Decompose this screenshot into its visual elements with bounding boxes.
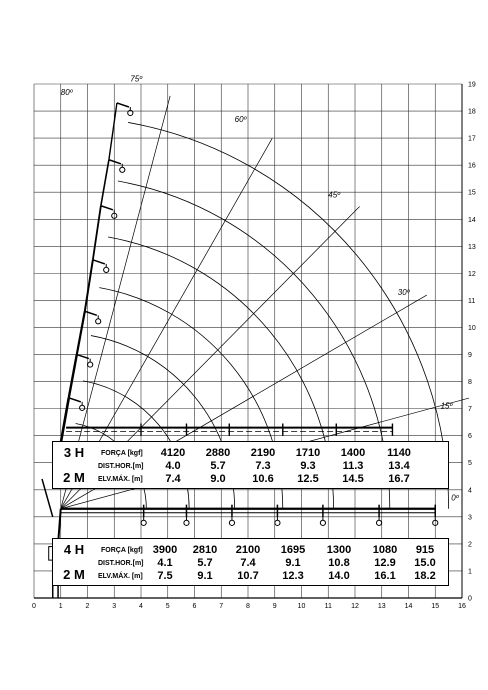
y-tick-label: 17 [468, 135, 476, 143]
elevation-value: 10.6 [252, 473, 274, 485]
distance-value: 15.0 [414, 557, 436, 569]
hook [80, 405, 85, 410]
angle-label: 75º [130, 74, 143, 84]
angle-label: 80º [60, 87, 73, 97]
force-label: FORÇA [kgf] [101, 547, 143, 554]
force-value: 1695 [280, 544, 306, 556]
boom-section [101, 160, 109, 206]
elevation-value: 14.0 [328, 570, 350, 582]
y-tick-label: 19 [468, 81, 476, 89]
distance-value: 5.7 [197, 557, 213, 569]
elevation-value: 7.4 [165, 473, 181, 485]
distance-row [53, 460, 448, 473]
x-tick-label: 8 [246, 603, 250, 610]
y-tick-label: 2 [468, 541, 472, 549]
distance-value: 11.3 [342, 460, 364, 472]
angle-label: 45º [328, 190, 341, 200]
force-row [53, 447, 448, 460]
distance-value: 9.1 [285, 557, 301, 569]
x-tick-label: 15 [431, 603, 440, 610]
y-tick-label: 10 [468, 324, 476, 332]
x-tick-label: 5 [165, 603, 170, 610]
elevation-value: 14.5 [342, 473, 364, 485]
elevation-row [53, 473, 448, 486]
boom-section [69, 355, 77, 398]
angle-label: 30º [397, 288, 410, 298]
hook [120, 167, 125, 172]
force-value: 1710 [295, 447, 321, 459]
y-tick-label: 15 [468, 189, 476, 197]
force-value: 915 [415, 544, 435, 556]
hook [96, 319, 101, 324]
y-tick-label: 7 [468, 406, 472, 414]
elevation-value: 9.1 [197, 570, 213, 582]
y-tick-label: 1 [468, 568, 472, 576]
distance-value: 4.1 [157, 557, 173, 569]
elevation-value: 16.7 [388, 473, 410, 485]
config-label-bottom: 2 M [63, 567, 85, 582]
boom-head [77, 355, 89, 359]
elevation-value: 18.2 [414, 570, 436, 582]
elevation-value: 9.0 [210, 473, 226, 485]
x-tick-label: 2 [85, 603, 90, 610]
distance-value: 9.3 [300, 460, 316, 472]
load-table-upper [52, 441, 449, 489]
angle-label: 60º [234, 114, 247, 124]
force-value: 4120 [160, 447, 186, 459]
force-value: 2190 [250, 447, 276, 459]
y-tick-label: 16 [468, 162, 476, 170]
force-value: 1080 [372, 544, 398, 556]
distance-row [53, 557, 448, 570]
force-value: 2810 [192, 544, 218, 556]
x-tick-label: 3 [112, 603, 117, 610]
boom-section [93, 206, 101, 260]
distance-value: 12.9 [374, 557, 396, 569]
distance-value: 7.4 [240, 557, 256, 569]
boom-head [117, 103, 129, 107]
force-row [53, 544, 448, 557]
x-tick-label: 13 [377, 603, 386, 610]
distance-label: DIST.HOR.[m] [98, 560, 144, 567]
config-label-top: 3 H [63, 445, 85, 460]
y-tick-label: 13 [468, 243, 476, 251]
elevation-value: 12.3 [282, 570, 304, 582]
force-value: 2880 [205, 447, 231, 459]
elevation-value: 12.5 [297, 473, 319, 485]
elevation-value: 7.5 [157, 570, 173, 582]
x-tick-label: 16 [458, 603, 466, 610]
x-tick-label: 9 [272, 603, 277, 610]
x-tick-label: 14 [404, 603, 413, 610]
y-tick-label: 8 [468, 379, 472, 387]
boom-section [109, 103, 117, 160]
y-tick-label: 5 [468, 460, 472, 468]
elevation-row [53, 570, 448, 583]
y-tick-label: 4 [468, 487, 472, 495]
boom-section [85, 260, 93, 311]
load-table-lower [52, 538, 449, 586]
elevation-value: 10.7 [237, 570, 259, 582]
boom-section [77, 311, 85, 354]
distance-value: 4.0 [165, 460, 181, 472]
boom-head [85, 311, 97, 315]
force-value: 2100 [235, 544, 261, 556]
angle-label: 0º [451, 493, 459, 503]
hook [275, 520, 280, 525]
force-value: 3900 [152, 544, 178, 556]
y-tick-label: 0 [468, 595, 472, 603]
elevation-label: ELV.MÁX. [m] [98, 476, 143, 483]
x-tick-label: 10 [297, 603, 306, 610]
distance-value: 10.8 [328, 557, 350, 569]
x-tick-label: 0 [32, 603, 36, 610]
angle-label: 15º [440, 401, 453, 411]
y-tick-label: 11 [468, 297, 476, 305]
force-value: 1300 [326, 544, 352, 556]
hook [141, 520, 146, 525]
hook [320, 520, 325, 525]
elevation-value: 16.1 [374, 570, 396, 582]
y-tick-label: 18 [468, 108, 476, 116]
distance-label: DIST.HOR.[m] [98, 463, 144, 470]
distance-value: 13.4 [388, 460, 410, 472]
force-label: FORÇA [kgf] [101, 450, 143, 457]
config-label-bottom: 2 M [63, 470, 85, 485]
x-tick-label: 4 [139, 603, 143, 610]
elevation-label: ELV.MÁX. [m] [98, 573, 143, 580]
y-tick-label: 6 [468, 433, 472, 441]
hook [88, 362, 93, 367]
x-tick-label: 7 [219, 603, 224, 610]
y-tick-label: 9 [468, 352, 472, 360]
config-label-top: 4 H [63, 542, 85, 557]
force-value: 1140 [387, 447, 411, 459]
boom-head [101, 206, 113, 210]
boom-head [109, 160, 121, 164]
distance-value: 5.7 [210, 460, 226, 472]
hook [229, 520, 234, 525]
y-tick-label: 12 [468, 270, 476, 278]
hook [184, 520, 189, 525]
x-tick-label: 11 [324, 603, 332, 610]
force-value: 1400 [340, 447, 366, 459]
boom-head [69, 398, 81, 402]
x-tick-label: 12 [351, 603, 359, 610]
boom-head [93, 260, 105, 264]
distance-value: 7.3 [255, 460, 271, 472]
hook [104, 267, 109, 272]
hook [376, 520, 381, 525]
y-tick-label: 14 [468, 216, 476, 224]
x-tick-label: 1 [58, 603, 63, 610]
x-tick-label: 6 [192, 603, 197, 610]
y-tick-label: 3 [468, 514, 472, 522]
